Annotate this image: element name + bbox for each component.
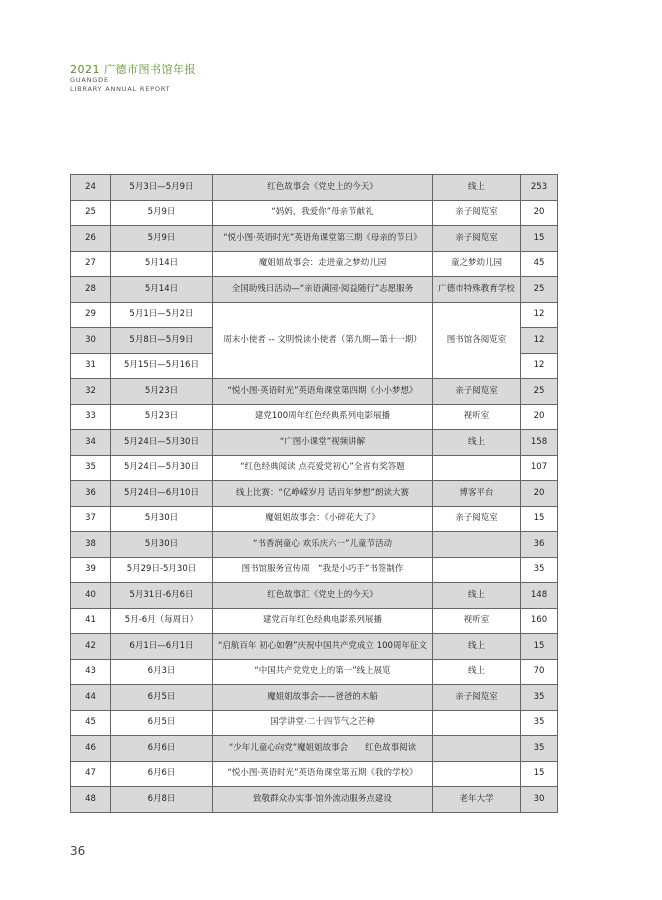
report-subtitle-line2: LIBRARY ANNUAL REPORT (70, 84, 171, 93)
page-number: 36 (70, 844, 86, 858)
row-date: 5月29日-5月30日 (111, 557, 213, 583)
row-date: 5月8日—5月9日 (111, 328, 213, 354)
row-participants: 25 (521, 277, 558, 303)
row-venue: 童之梦幼儿园 (433, 251, 521, 277)
row-participants: 160 (521, 608, 558, 634)
row-venue: 博客平台 (433, 481, 521, 507)
table-row (71, 608, 558, 634)
row-venue: 线上 (433, 175, 521, 201)
row-number: 31 (71, 353, 111, 379)
row-date: 5月1日—5月2日 (111, 302, 213, 328)
row-venue: 线上 (433, 659, 521, 685)
row-participants: 30 (521, 787, 558, 813)
row-date: 5月3日—5月9日 (111, 175, 213, 201)
table-row (71, 277, 558, 303)
row-date: 5月24日—5月30日 (111, 430, 213, 456)
row-venue (433, 455, 521, 481)
row-venue: 亲子阅览室 (433, 685, 521, 711)
row-venue: 视听室 (433, 404, 521, 430)
row-date: 5月30日 (111, 506, 213, 532)
row-number: 32 (71, 379, 111, 405)
row-number: 25 (71, 200, 111, 226)
table-row (71, 761, 558, 787)
row-participants: 35 (521, 685, 558, 711)
table-row (71, 506, 558, 532)
row-participants: 15 (521, 634, 558, 660)
row-event-name: 图书馆服务宣传周 “我是小巧手”书签制作 (213, 557, 433, 583)
row-participants: 25 (521, 379, 558, 405)
row-venue: 老年大学 (433, 787, 521, 813)
row-venue (433, 761, 521, 787)
row-participants: 12 (521, 302, 558, 328)
row-event-name: 建党百年红色经典电影系列展播 (213, 608, 433, 634)
row-participants: 107 (521, 455, 558, 481)
report-title: 2021 广德市图书馆年报 (70, 63, 196, 76)
row-participants: 20 (521, 200, 558, 226)
row-event-name: 魔姐姐故事会：走进童之梦幼儿园 (213, 251, 433, 277)
row-event-name: “广图小课堂”视频讲解 (213, 430, 433, 456)
table-row (71, 736, 558, 762)
table-row (71, 659, 558, 685)
row-venue: 亲子阅览室 (433, 226, 521, 252)
table-row (71, 175, 558, 201)
row-date: 6月8日 (111, 787, 213, 813)
row-date: 5月31日-6月6日 (111, 583, 213, 609)
row-venue: 图书馆各阅览室 (433, 302, 521, 379)
row-venue: 亲子阅览室 (433, 200, 521, 226)
row-date: 5月9日 (111, 226, 213, 252)
table-row (71, 634, 558, 660)
row-date: 5月23日 (111, 379, 213, 405)
row-event-name: “书香润童心 欢乐庆六一”儿童节活动 (213, 532, 433, 558)
row-participants: 12 (521, 328, 558, 354)
row-venue: 亲子阅览室 (433, 379, 521, 405)
row-number: 28 (71, 277, 111, 303)
row-date: 6月5日 (111, 710, 213, 736)
row-event-name: “中国共产党党史上的第一”线上展览 (213, 659, 433, 685)
row-number: 43 (71, 659, 111, 685)
row-date: 5月14日 (111, 251, 213, 277)
row-event-name: 致敬群众办实事·馆外流动服务点建设 (213, 787, 433, 813)
row-date: 5月24日—5月30日 (111, 455, 213, 481)
row-participants: 12 (521, 353, 558, 379)
table-row (71, 787, 558, 813)
row-participants: 45 (521, 251, 558, 277)
row-number: 30 (71, 328, 111, 354)
row-event-name: “悦小图·英语时光”英语角课堂第三期《母亲的节日》 (213, 226, 433, 252)
row-event-name: 线上比赛：“亿峥嵘岁月 话百年梦想”朗读大赛 (213, 481, 433, 507)
table-row (71, 251, 558, 277)
row-date: 5月24日—6月10日 (111, 481, 213, 507)
table-row (71, 532, 558, 558)
row-venue: 亲子阅览室 (433, 506, 521, 532)
row-date: 5月23日 (111, 404, 213, 430)
row-number: 36 (71, 481, 111, 507)
row-venue: 线上 (433, 634, 521, 660)
table-row (71, 557, 558, 583)
table-row (71, 583, 558, 609)
row-participants: 15 (521, 761, 558, 787)
row-participants: 35 (521, 736, 558, 762)
table-row (71, 379, 558, 405)
row-number: 35 (71, 455, 111, 481)
row-number: 33 (71, 404, 111, 430)
table-row (71, 710, 558, 736)
row-number: 46 (71, 736, 111, 762)
row-number: 45 (71, 710, 111, 736)
row-event-name: “少年儿童心向党”魔姐姐故事会 红色故事阅读 (213, 736, 433, 762)
row-date: 6月1日—6月1日 (111, 634, 213, 660)
row-number: 41 (71, 608, 111, 634)
row-venue: 视听室 (433, 608, 521, 634)
row-venue: 广德市特殊教育学校 (433, 277, 521, 303)
row-date: 6月5日 (111, 685, 213, 711)
row-number: 42 (71, 634, 111, 660)
row-date: 5月-6月（每周日） (111, 608, 213, 634)
table-row (71, 685, 558, 711)
row-number: 29 (71, 302, 111, 328)
row-event-name: 红色故事汇《党史上的今天》 (213, 583, 433, 609)
row-date: 5月30日 (111, 532, 213, 558)
row-participants: 158 (521, 430, 558, 456)
row-participants: 35 (521, 557, 558, 583)
table-row (71, 455, 558, 481)
report-subtitle-line1: GUANGDE (70, 76, 109, 84)
row-event-name: “悦小图·英语时光”英语角课堂第五期《我的学校》 (213, 761, 433, 787)
row-date: 6月6日 (111, 761, 213, 787)
row-date: 5月15日—5月16日 (111, 353, 213, 379)
row-event-name: 国学讲堂·二十四节气之芒种 (213, 710, 433, 736)
row-date: 5月14日 (111, 277, 213, 303)
row-date: 6月3日 (111, 659, 213, 685)
row-participants: 35 (521, 710, 558, 736)
row-participants: 36 (521, 532, 558, 558)
row-event-name: 全国助残日活动—“亲语满园·阅益随行”志愿服务 (213, 277, 433, 303)
row-number: 24 (71, 175, 111, 201)
row-event-name: 红色故事会《党史上的今天》 (213, 175, 433, 201)
row-number: 48 (71, 787, 111, 813)
row-participants: 20 (521, 404, 558, 430)
row-venue (433, 557, 521, 583)
row-event-name: 魔姐姐故事会：《小碎花大了》 (213, 506, 433, 532)
row-participants: 253 (521, 175, 558, 201)
row-number: 47 (71, 761, 111, 787)
row-event-name: “红色经典阅读 点亮爱党初心”全省有奖答题 (213, 455, 433, 481)
table-row (71, 481, 558, 507)
row-participants: 20 (521, 481, 558, 507)
row-event-name: “启航百年 初心如磐”庆祝中国共产党成立 100周年征文 (213, 634, 433, 660)
row-participants: 15 (521, 506, 558, 532)
row-participants: 70 (521, 659, 558, 685)
row-number: 26 (71, 226, 111, 252)
report-header (70, 63, 196, 93)
events-table (70, 174, 558, 813)
row-venue (433, 710, 521, 736)
table-row (71, 302, 558, 328)
row-venue (433, 532, 521, 558)
row-venue: 线上 (433, 430, 521, 456)
row-number: 38 (71, 532, 111, 558)
row-date: 5月9日 (111, 200, 213, 226)
row-event-name: 建党100周年红色经典系列电影展播 (213, 404, 433, 430)
row-participants: 15 (521, 226, 558, 252)
table-row (71, 200, 558, 226)
row-number: 27 (71, 251, 111, 277)
row-number: 40 (71, 583, 111, 609)
row-number: 37 (71, 506, 111, 532)
row-venue: 线上 (433, 583, 521, 609)
row-number: 34 (71, 430, 111, 456)
row-date: 6月6日 (111, 736, 213, 762)
row-number: 44 (71, 685, 111, 711)
row-event-name: “妈妈，我爱你”母亲节献礼 (213, 200, 433, 226)
row-event-name: 周末小使者 -- 文明悦读小使者（第九期—第十一期） (213, 302, 433, 379)
row-event-name: 魔姐姐故事会——爸爸的木船 (213, 685, 433, 711)
row-venue (433, 736, 521, 762)
row-number: 39 (71, 557, 111, 583)
table-row (71, 226, 558, 252)
row-participants: 148 (521, 583, 558, 609)
row-event-name: “悦小图·英语时光”英语角课堂第四期《小小梦想》 (213, 379, 433, 405)
table-row (71, 430, 558, 456)
table-row (71, 404, 558, 430)
